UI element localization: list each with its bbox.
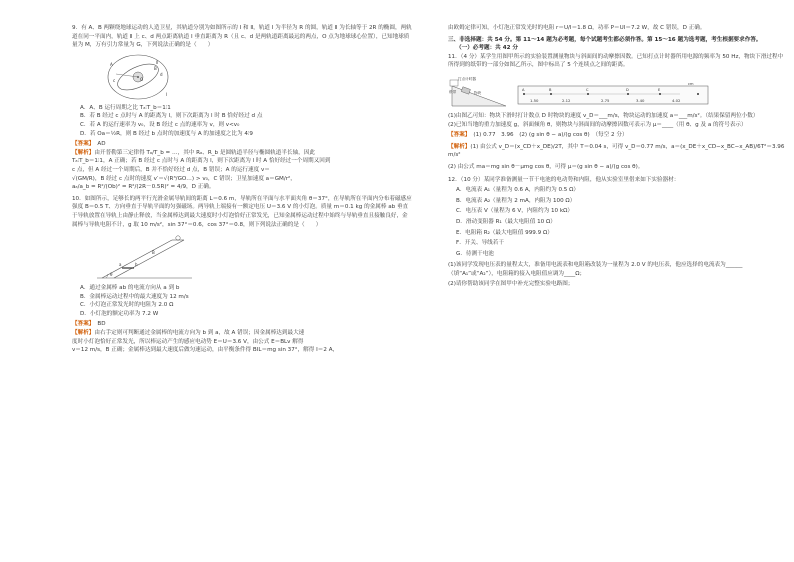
orbit-figure — [98, 52, 178, 102]
q10-answer — [72, 320, 412, 329]
label-field: B — [152, 250, 155, 256]
label-theta: θ — [110, 272, 113, 278]
distance-1: 1.50 — [530, 97, 539, 103]
q11-part2: (2)已知当地的重力加速度 g，斜面倾角 θ，则物块与斜面间的动摩擦因数可表示为 μ＝____（用 θ、g 及 a 的符号表示） — [448, 121, 747, 128]
q10-option-b: B．金属棒运动过程中的最大速度为 12 m/s — [80, 293, 189, 300]
q12-item-e: E．电阻箱 R₂（最大电阻值 999.9 Ω） — [456, 229, 553, 236]
q9-option-b: B．若 B 经过 c 点时与 A 的距离为 l，则下次距离为 l 时 B 恰好经过 d 点 — [80, 113, 263, 120]
label-o: O — [140, 76, 144, 82]
analysis-tag: 【解析】 — [448, 143, 471, 150]
q10-option-c: C．小灯泡正常发光时的电阻为 2.0 Ω — [80, 302, 174, 309]
q10-analysis — [72, 329, 412, 338]
incline-and-tape-figure — [448, 72, 788, 112]
answer-tag: 【答案】 — [72, 141, 95, 148]
analysis-line: 由开普勒第三定律得 Tₐ/T_b = …，其中 Rₐ、R_b 是圆轨道半径与椭圆轨道半长轴，因此 — [94, 149, 315, 156]
analysis-line: √(GM/R)，B 经过 c 点时的速度 v′＝√(R³/GO…) > v₀，C 错误；卫星加速度 a＝GM/r²， — [72, 175, 296, 182]
point-e: E — [658, 87, 661, 92]
label-b: b — [135, 262, 138, 268]
label-orbit-2: Ⅱ — [156, 59, 158, 65]
analysis-line: c 点，但 A 经过一个周期后，B 并不恰好经过 d 点，B 错误；A 的运行速度 v＝ — [72, 166, 270, 173]
q12-item-a: A．电流表 A₁（量程为 0.6 A，内阻约为 0.5 Ω） — [456, 187, 579, 194]
point-d: D — [626, 87, 629, 92]
label-block: 物块 — [474, 90, 482, 95]
q10-option-a: A．通过金属棒 ab 的电流方向从 a 到 b — [80, 285, 180, 292]
q12-part1: (1)该同学发现电压表的量程太大，准备用电流表和电阻箱改装为一量程为 2.0 V 的电压表，他应选择的电流表为______（填“A₁”或“A₂”），电阻箱的接入电阻值应调为____Ω； — [448, 262, 743, 277]
q10-option-d: D．小灯泡的额定功率为 7.2 W — [80, 310, 159, 317]
q9-option-a: A．A、B 运行周期之比 Tₐ∶T_b＝1∶1 — [80, 104, 171, 111]
q11-answer — [448, 131, 788, 140]
answer-value: AD — [97, 141, 106, 148]
q11-stem: 11．（4 分）某学生用图甲所示的实验装置测量物块与斜面间的动摩擦因数。已知打点计时器所用电源的频率为 50 Hz，物块下滑过程中所得到的纸带的一部分如图乙所示，图中标出了 5 个连续点之间的距离。 — [448, 53, 784, 69]
label-orbit-1: Ⅰ — [166, 91, 168, 97]
q12-item-d: D．滑动变阻器 R₁（最大电阻值 10 Ω） — [456, 218, 556, 225]
q11-analysis — [448, 143, 788, 160]
q9-orbit-diagram — [98, 52, 412, 102]
answer-value: BD — [97, 321, 106, 328]
q12-item-c: C．电压表 V（量程为 6 V，内阻约为 10 kΩ） — [456, 208, 573, 215]
q9-option-c: C．若 A 的运行速率为 v₀，设 B 经过 c 点的速率为 v，则 v<v₀ — [80, 121, 240, 128]
distance-5: 4.02 — [672, 97, 681, 103]
label-a: a — [119, 262, 122, 268]
left-column — [72, 24, 412, 355]
analysis-line: 度时小灯泡恰好正常发光，所以棒运动产生的感应电动势 E＝U＝3.6 V，由公式 E＝BLv 解得 — [72, 338, 304, 345]
distance-4: 3.40 — [636, 97, 645, 103]
analysis-line: 由右手定则可判断通过金属棒的电流方向为 b 到 a，故 A 错误；因金属棒达到最大速 — [94, 330, 305, 337]
q11-experiment-diagram — [448, 72, 788, 112]
analysis-line: (1) 由公式 v_D＝(x_CD＋x_DE)/2T，其中 T＝0.04 s，可得 v_D＝0.77 m/s，a＝(x_DE＋x_CD−x_BC−x_AB)/6T²＝3.96 m/s² — [448, 143, 785, 159]
section-header: 三、非选择题：共 54 分。第 11～14 题为必考题，每个试题考生都必须作答。第 15～16 题为选考题，考生根据要求作答。 — [448, 36, 762, 43]
answer-tag: 【答案】 — [448, 132, 471, 139]
q12-item-b: B．电流表 A₂（量程为 2 mA，内阻为 100 Ω） — [456, 197, 576, 204]
q12-item-f: F．开关、导线若干 — [456, 240, 504, 247]
label-d: d — [160, 71, 163, 77]
q10-stem: 10．如图所示，足够长的两平行光滑金属导轨间的距离 L＝0.6 m，导轨所在平面与水平面夹角 θ＝37°，在导轨所在平面内分布着磁感应强度 B＝0.5 T、方向垂直于导轨平面的匀强磁场。两导轨上端接有一额定电压 U＝3.6 V 的小灯泡。质量 m＝0.1 kg 的金属棒 ab 垂直于导轨放置在导轨上由静止释放，当金属棒达到最大速度时小灯泡恰好正常发光，已知金属棒运动过程中始终与导轨垂直且接触良好，金属棒与导轨电阻不计，g 取 10 m/s²，sin 37°＝0.6，cos 37°＝0.8，则下列说法正确的是（ ） — [72, 195, 412, 228]
rail-figure — [92, 232, 202, 282]
answer-tag: 【答案】 — [72, 321, 95, 328]
distance-3: 2.75 — [601, 97, 610, 103]
q10-rail-diagram — [92, 232, 412, 282]
label-b: B — [154, 65, 157, 71]
point-c: C — [586, 87, 589, 92]
label-paper: 纸带 — [449, 89, 457, 94]
q12-stem: 12．（10 分）某同学准备测量一节干电池的电动势和内阻，他从实验室里借来如下实验器材： — [448, 176, 680, 183]
point-b: B — [549, 87, 552, 92]
analysis-tag: 【解析】 — [72, 149, 95, 156]
answer-value: (1) 0.77 3.96 (2) (g sin θ − a)/(g cos θ) （每空 2 分） — [473, 132, 628, 139]
label-c: c — [113, 77, 116, 83]
label-a: A — [110, 61, 113, 67]
analysis-line: aₐ/a_b = R²/(Ob)² = R²/(2R－0.5R)² = 4/9，D 正确。 — [72, 184, 215, 191]
q9-answer — [72, 140, 412, 149]
right-column — [448, 24, 788, 289]
q11-part1: (1)由图乙可知：物块下滑时打计数点 D 时物块的速度 v_D＝___m/s，物块运动的加速度 a＝___m/s²。（结果保留两位小数） — [448, 112, 759, 119]
q12-item-g: G．待测干电池 — [456, 250, 494, 257]
q9-stem: 9．有 A、B 两颗绕地球运动的人造卫星，其轨道分别为如图所示的 Ⅰ 和 Ⅱ，轨道 Ⅰ 为半径为 R 的圆，轨道 Ⅱ 为长轴等于 2R 的椭圆，两轨道在同一平面内，轨道 Ⅱ 上 c、d 两点距离轨道 Ⅰ 垂直距离为 R（且 c、d 是两轨道距离最远的两点，O 点为地球球心位置），已知地球质量为 M，万有引力常量为 G，下列说法正确的是（ ） — [72, 25, 412, 49]
subsection-header: （一）必考题：共 42 分 — [456, 45, 519, 52]
analysis-line: v＝12 m/s，B 正确；金属棒达到最大速度后做匀速运动，由平衡条件得 BIL＝mg sin 37°，解得 I＝2 A， — [72, 347, 339, 354]
analysis-line: (2) 由公式 ma＝mg sin θ－μmg cos θ，可得 μ＝(g sin θ − a)/(g cos θ)。 — [448, 163, 644, 170]
analysis-line: Tₐ∶T_b＝1∶1，A 正确；若 B 经过 c 点时与 A 的距离为 l，则下次距离为 l 时 A 恰好经过一个周期又回到 — [72, 158, 331, 165]
analysis-tag: 【解析】 — [72, 330, 95, 337]
label-unit: cm — [688, 81, 694, 86]
q12-part2: (2)请你帮助该同学在图甲中补充完整实验电路图； — [448, 281, 574, 288]
q9-analysis — [72, 149, 412, 158]
q10-continued: 由欧姆定律可知，小灯泡正常发光时的电阻 r＝U/I＝1.8 Ω，功率 P＝UI＝7.2 W，故 C 错误，D 正确。 — [448, 25, 706, 31]
label-timer: 打点计时器 — [458, 76, 476, 81]
distance-2: 2.12 — [562, 97, 571, 103]
point-a: A — [522, 87, 525, 92]
q9-option-d: D．若 Oa＝½R，则 B 经过 b 点时的加速度与 A 的加速度之比为 4∶9 — [80, 130, 253, 137]
